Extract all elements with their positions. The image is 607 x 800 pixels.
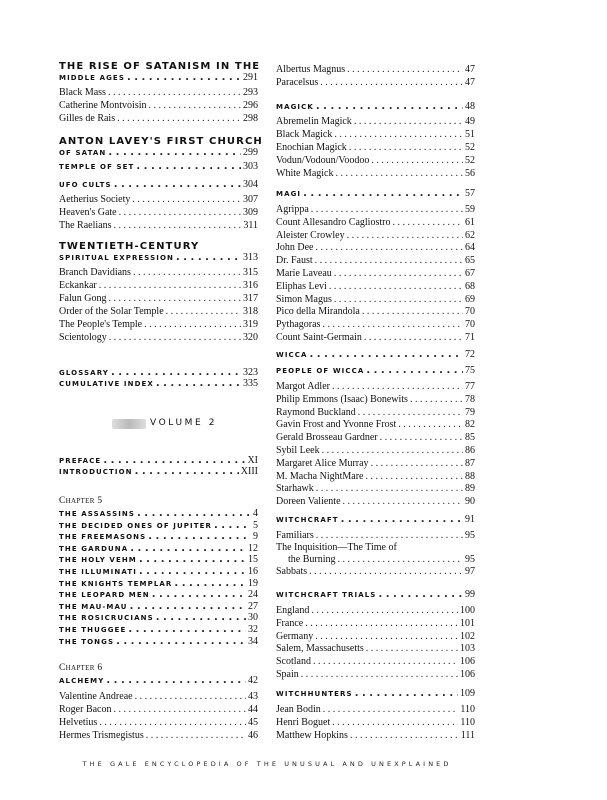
entry-page: 296 [243, 100, 258, 111]
entry-page: 99 [465, 589, 475, 600]
entry-title: Germany [276, 630, 314, 642]
entry-title: Black Mass [59, 87, 106, 98]
toc-heading-entry [276, 348, 475, 362]
entry-page: 303 [243, 161, 258, 172]
entry-title: WITCHHUNTERS [276, 690, 353, 698]
entry-page: 97 [465, 566, 475, 577]
toc-entry [59, 305, 258, 319]
entry-page: 68 [465, 280, 475, 292]
entry-title: Gavin Frost and Yvonne Frost [276, 419, 397, 431]
entry-title: Abremelin Magick [276, 116, 352, 127]
entry-title: Margot Adler [276, 381, 330, 392]
chapter-label: Chapter 5 [59, 496, 103, 506]
entry-title: Black Magick [276, 129, 333, 140]
entry-title: Spain [276, 669, 299, 680]
entry-title: ALCHEMY [59, 677, 105, 685]
entry-title: Pico della Mirandola [276, 306, 360, 318]
toc-entry [276, 668, 475, 682]
entry-title: Eliphas Levi [276, 280, 327, 292]
entry-page: 62 [465, 229, 475, 241]
toc-entry [59, 318, 258, 332]
toc-heading-entry [276, 100, 475, 114]
entry-title: THE ILLUMINATI [59, 568, 137, 576]
entry-page: 52 [465, 155, 475, 166]
entry-page: 87 [465, 457, 475, 469]
entry-page: 315 [243, 267, 258, 278]
entry-title: Margaret Alice Murray [276, 457, 369, 469]
entry-page: 61 [465, 216, 475, 228]
entry-title: THE MAU-MAU [59, 602, 128, 611]
entry-title: MAGICK [276, 103, 314, 111]
entry-title: Starhawk [276, 483, 314, 495]
entry-page: 317 [243, 293, 258, 304]
entry-page: 77 [465, 381, 475, 392]
entry-title: Matthew Hopkins [276, 729, 348, 741]
entry-page: 82 [465, 419, 475, 431]
toc-entry [59, 729, 258, 743]
entry-title: Sybil Leek [276, 445, 320, 456]
entry-page: 43 [248, 691, 258, 702]
entry-title: PEOPLE OF WICCA [276, 367, 365, 375]
toc-heading-entry [276, 687, 475, 701]
entry-page: 56 [465, 168, 475, 179]
entry-title: Gilles de Rais [59, 113, 116, 124]
entry-title: THE KNIGHTS TEMPLAR [59, 579, 173, 588]
entry-title: WITCHCRAFT [276, 516, 339, 524]
entry-title: Pythagoras [276, 319, 321, 331]
entry-title: Marie Laveau [276, 268, 332, 279]
entry-title: Count Saint-Germain [276, 332, 362, 343]
toc-heading-entry [59, 377, 258, 391]
entry-title: Enochian Magick [276, 142, 347, 153]
entry-page: 95 [465, 530, 475, 541]
toc-heading-line: ANTON LAVEY'S FIRST CHURCH [59, 136, 263, 147]
entry-title: Familiars [276, 530, 314, 541]
entry-title: CUMULATIVE INDEX [59, 380, 154, 388]
toc-entry [59, 193, 258, 207]
entry-title: SPIRITUAL EXPRESSION [59, 254, 174, 262]
entry-title: Order of the Solar Temple [59, 306, 164, 317]
entry-page: 91 [465, 514, 475, 525]
entry-page: 85 [465, 432, 475, 444]
entry-page: 86 [465, 445, 475, 456]
entry-page: 70 [465, 306, 475, 318]
entry-title: Raymond Buckland [276, 406, 356, 418]
entry-page: 57 [465, 188, 475, 199]
toc-entry [276, 154, 475, 168]
toc-entry [59, 690, 258, 704]
entry-page: 111 [460, 729, 475, 741]
entry-page: 42 [248, 675, 258, 686]
toc-entry [59, 716, 258, 730]
entry-page: 313 [243, 252, 258, 263]
entry-page: 318 [243, 306, 258, 317]
entry-title: MIDDLE AGES [59, 74, 125, 82]
toc-heading-entry [59, 465, 258, 479]
entry-title: Falun Gong [59, 293, 107, 304]
entry-title: PREFACE [59, 457, 102, 465]
entry-page: 71 [465, 332, 475, 343]
entry-title: Agrippa [276, 204, 309, 215]
entry-page: 299 [243, 147, 258, 158]
entry-page: 67 [465, 268, 475, 279]
entry-title: Doreen Valiente [276, 496, 341, 508]
entry-title: Heaven's Gate [59, 207, 117, 218]
blurred-mark [112, 419, 146, 429]
toc-entry [276, 331, 475, 345]
entry-page: 15 [248, 554, 258, 566]
entry-title: Catherine Montvoisin [59, 100, 147, 111]
entry-page: 103 [460, 643, 475, 655]
entry-title: THE THUGGEE [59, 626, 127, 634]
entry-page: 323 [243, 367, 258, 378]
entry-title: M. Macha NightMare [276, 470, 364, 482]
entry-page: 44 [248, 704, 258, 715]
entry-page: 78 [465, 393, 475, 405]
entry-page: 46 [248, 730, 258, 741]
entry-title: THE ASSASSINS [59, 510, 136, 518]
entry-page: 51 [465, 129, 475, 140]
toc-entry [59, 635, 258, 649]
toc-entry [59, 86, 258, 100]
entry-page: 335 [243, 378, 258, 389]
toc-entry [59, 266, 258, 280]
entry-page: 298 [243, 113, 258, 124]
toc-heading-entry [59, 178, 258, 192]
entry-page: 88 [465, 470, 475, 482]
entry-title: France [276, 617, 304, 629]
entry-title: INTRODUCTION [59, 468, 133, 476]
entry-title: THE GARDUNA [59, 544, 129, 553]
volume-heading [150, 418, 217, 428]
entry-page: 5 [253, 519, 258, 531]
toc-entry [59, 219, 258, 233]
entry-title: Jean Bodin [276, 704, 321, 715]
toc-heading-entry [276, 513, 475, 527]
toc-entry [59, 279, 258, 293]
toc-entry [59, 99, 258, 113]
entry-page: 102 [460, 630, 475, 642]
entry-title: WITCHCRAFT TRIALS [276, 591, 377, 599]
toc-heading-entry [59, 146, 258, 160]
entry-title: Dr. Faust [276, 255, 313, 267]
toc-entry [59, 206, 258, 220]
entry-title: Philip Emmons (Isaac) Bonewits [276, 393, 408, 405]
entry-page: 65 [465, 255, 475, 267]
entry-page: 316 [243, 280, 258, 291]
entry-title: OF SATAN [59, 149, 107, 157]
entry-page: 72 [465, 349, 475, 360]
toc-entry [59, 703, 258, 717]
entry-title: Scotland [276, 656, 311, 668]
entry-page: 69 [465, 293, 475, 305]
toc-heading-entry [59, 160, 258, 174]
entry-page: 32 [248, 624, 258, 635]
page-footer: THE GALE ENCYCLOPEDIA OF THE UNUSUAL AND UNEXPLAINED [82, 760, 452, 768]
entry-page: 110 [460, 716, 475, 728]
toc-heading-entry [59, 71, 258, 85]
entry-page: 95 [465, 554, 475, 565]
entry-title: Vodun/Vodoun/Voodoo [276, 155, 370, 166]
entry-title: MAGI [276, 190, 302, 198]
entry-title: THE HOLY VEHM [59, 556, 137, 565]
entry-title: Count Allesandro Cagliostro [276, 216, 391, 228]
chapter-label: Chapter 6 [59, 663, 103, 673]
entry-page: 19 [248, 577, 258, 589]
entry-title: Eckankar [59, 280, 97, 291]
entry-page: 75 [465, 365, 475, 376]
toc-heading-entry [59, 251, 258, 265]
entry-page: 100 [460, 605, 475, 616]
toc-heading-entry [276, 588, 475, 602]
entry-title: GLOSSARY [59, 369, 109, 377]
entry-page: 9 [253, 531, 258, 543]
toc-heading-line: THE RISE OF SATANISM IN THE [59, 61, 261, 72]
toc-entry [276, 729, 475, 743]
entry-page: 34 [248, 635, 258, 647]
entry-title: Sabbats [276, 566, 308, 577]
entry-page: XIII [240, 466, 258, 477]
entry-page: 90 [465, 496, 475, 508]
entry-page: 293 [243, 87, 258, 98]
toc-heading-entry [276, 364, 475, 378]
toc-entry [59, 112, 258, 126]
entry-title: TEMPLE OF SET [59, 163, 135, 171]
entry-page: 291 [243, 72, 258, 83]
toc-heading-entry [276, 187, 475, 201]
entry-title: Hermes Trismegistus [59, 730, 144, 741]
entry-page: 64 [465, 242, 475, 254]
entry-page: 47 [465, 77, 475, 88]
entry-title: Paracelsus [276, 77, 319, 88]
entry-title: The People's Temple [59, 319, 143, 330]
entry-page: 89 [465, 483, 475, 495]
entry-page: 106 [460, 669, 475, 680]
entry-title: Branch Davidians [59, 267, 131, 278]
entry-page: 106 [460, 656, 475, 668]
entry-page: 79 [465, 406, 475, 418]
entry-title: The Raelians [59, 220, 112, 231]
entry-title: THE LEOPARD MEN [59, 591, 150, 600]
entry-page: 109 [460, 688, 475, 699]
entry-page: 320 [243, 332, 258, 343]
toc-entry-line: The Inquisition—The Time of [276, 542, 397, 553]
entry-page: 70 [465, 319, 475, 331]
entry-page: 311 [243, 220, 258, 231]
entry-page: 30 [248, 612, 258, 624]
entry-page: 304 [243, 179, 258, 190]
entry-page: 52 [465, 142, 475, 153]
toc-entry [276, 63, 475, 77]
entry-title: Aleister Crowley [276, 229, 345, 241]
entry-page: 24 [248, 589, 258, 601]
entry-title: the Burning [288, 554, 336, 565]
toc-entry [276, 167, 475, 181]
toc-entry [276, 141, 475, 155]
entry-title: Henri Boguet [276, 716, 331, 728]
toc-entry [276, 565, 475, 579]
entry-page: 59 [465, 204, 475, 215]
entry-title: Salem, Massachusetts [276, 643, 364, 655]
toc-entry [276, 495, 475, 509]
entry-title: White Magick [276, 168, 334, 179]
entry-page: 16 [248, 566, 258, 577]
entry-page: 307 [243, 194, 258, 205]
volume-label: VOLUME 2 [150, 418, 218, 428]
entry-page: 45 [248, 717, 258, 728]
entry-page: 110 [460, 704, 475, 715]
entry-title: Scientology [59, 332, 107, 343]
entry-page: 4 [253, 508, 258, 519]
entry-title: Aetherius Society [59, 194, 131, 205]
toc-entry [276, 128, 475, 142]
entry-title: Valentine Andreae [59, 691, 133, 702]
toc-entry [59, 331, 258, 345]
entry-page: 101 [460, 617, 475, 629]
toc-heading-entry [59, 674, 258, 688]
entry-page: 49 [465, 116, 475, 127]
entry-page: XI [247, 455, 258, 466]
entry-page: 12 [248, 542, 258, 554]
entry-title: UFO CULTS [59, 181, 112, 189]
entry-page: 27 [248, 600, 258, 612]
entry-title: Helvetius [59, 717, 98, 728]
toc-heading-line: TWENTIETH-CENTURY [59, 241, 200, 252]
entry-page: 309 [243, 207, 258, 218]
entry-title: Albertus Magnus [276, 64, 346, 75]
entry-title: England [276, 605, 310, 616]
toc-entry [276, 76, 475, 90]
toc-entry [59, 292, 258, 306]
entry-page: 48 [465, 101, 475, 112]
toc-entry [276, 115, 475, 129]
entry-title: THE DECIDED ONES OF JUPITER [59, 521, 212, 530]
entry-page: 47 [465, 64, 475, 75]
entry-title: THE FREEMASONS [59, 533, 147, 542]
entry-title: Gerald Brosseau Gardner [276, 432, 378, 444]
entry-title: Roger Bacon [59, 704, 112, 715]
entry-page: 319 [243, 319, 258, 330]
entry-title: THE ROSICRUCIANS [59, 614, 154, 623]
entry-title: John Dee [276, 242, 314, 254]
entry-title: THE TONGS [59, 637, 115, 646]
entry-title: WICCA [276, 351, 308, 359]
entry-title: Simon Magus [276, 293, 332, 305]
